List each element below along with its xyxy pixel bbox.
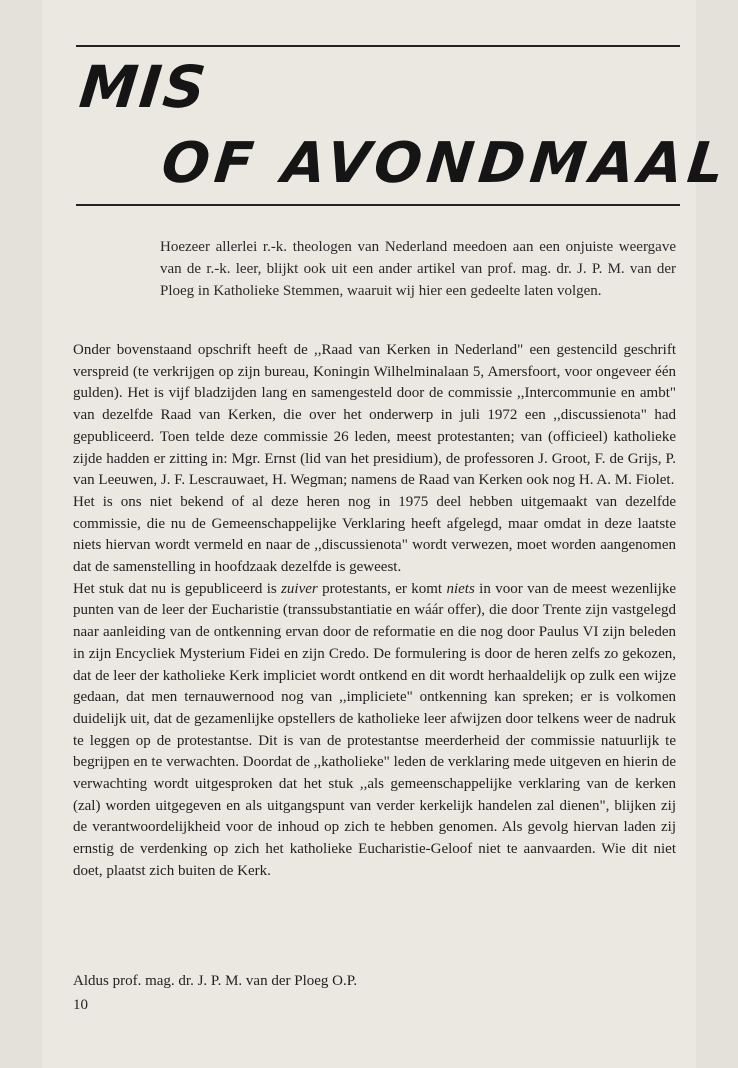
paragraph-3-part-b: protestants, er komt <box>317 580 447 597</box>
paragraph-1: Onder bovenstaand opschrift heeft de ,,Raad van Kerken in Nederland" een gestencild geschrift verspreid (te verkrijgen op zijn bureau, Koningin Wilhelminalaan 5, Amersfoort, voor ongeveer één gulden). Het is vijf bladzijden lang en samengesteld door de commissie ,,Intercommunie en ambt" van dezelfde Raad van Kerken, die over het onderwerp in juli 1972 een ,,discussienota" had gepubliceerd. Toen telde deze commissie 26 leden, meest protestanten; van (officieel) katholieke zijde hadden er zitting in: Mgr. Ernst (lid van het presidium), de professoren J. Groot, F. de Grijs, P. van Leeuwen, J. F. Lescrauwaet, H. Wegman; namens de Raad van Kerken ook nog H. A. M. Fiolet. <box>73 342 676 489</box>
article-body <box>73 340 676 883</box>
bottom-rule <box>76 204 680 206</box>
paragraph-2: Het is ons niet bekend of al deze heren nog in 1975 deel hebben uitgemaakt van dezelfde commissie, die nu de Gemeenschappelijke Verklaring heeft afgelegd, maar omdat in deze laatste niets hiervan wordt vermeld en naar de ,,discussienota" wordt verwezen, moet worden aangenomen dat de samenstelling in hoofdzaak dezelfde is geweest. <box>73 493 676 576</box>
page-number: 10 <box>73 997 88 1013</box>
signature-line: Aldus prof. mag. dr. J. P. M. van der Ploeg O.P. <box>73 973 358 989</box>
paragraph-3-part-c: in voor van de meest wezenlijke punten van de leer der Eucharistie (transsubstantiatie en wáár offer), die door Trente zijn vastgelegd naar aanleiding van de ontkenning ervan door de reformatie en die nog door Paulus VI zijn beleden in zijn Encycliek Mysterium Fidei en zijn Credo. De formulering is door de heren zelfs zo gekozen, dat de leer der katholieke Kerk impliciet wordt ontkend en dit wordt herhaaldelijk op zulk een wijze gedaan, dat men ternauwernood nog van ,,impliciete" ontkenning kan spreken; er is volkomen duidelijk uit, dat de gezamenlijke opstellers de katholieke leer afwijzen door telkens weer de nadruk te leggen op de protestantse. Dit is van de protestantse meerderheid der commissie natuurlijk te begrijpen en te verwachten. Doordat de ,,katholieke" leden de verklaring mede uitgeven en hierin de verwachting wordt uitgesproken dat het stuk ,,als gemeenschappelijke verklaring van de kerken (zal) worden uitgegeven en als uitgangspunt van verder kerkelijk handelen zal dienen", blijken zij de verantwoordelijkheid voor de inhoud op zich te hebben genomen. Als gevolg hiervan laden zij ernstig de verdenking op zich het katholieke Eucharistie-Geloof niet te aanvaarden. Wie dit niet doet, plaatst zich buiten de Kerk. <box>73 580 676 879</box>
paragraph-3-part-a: Het stuk dat nu is gepubliceerd is <box>73 580 282 597</box>
title-line-2: OF AVONDMAAL <box>158 131 732 196</box>
intro-paragraph: Hoezeer allerlei r.-k. theologen van Nederland meedoen aan een onjuiste weergave van de r.-k. leer, blijkt ook uit een ander artikel van prof. mag. dr. J. P. M. van der Ploeg in Katholieke Stemmen, waaruit wij hier een gedeelte laten volgen. <box>160 239 676 299</box>
paragraph-3 <box>73 579 676 883</box>
title-line-1: MIS <box>76 53 211 121</box>
top-rule <box>76 45 680 47</box>
emphasis-niets: niets <box>446 580 475 597</box>
emphasis-zuiver: zuiver <box>281 580 318 597</box>
